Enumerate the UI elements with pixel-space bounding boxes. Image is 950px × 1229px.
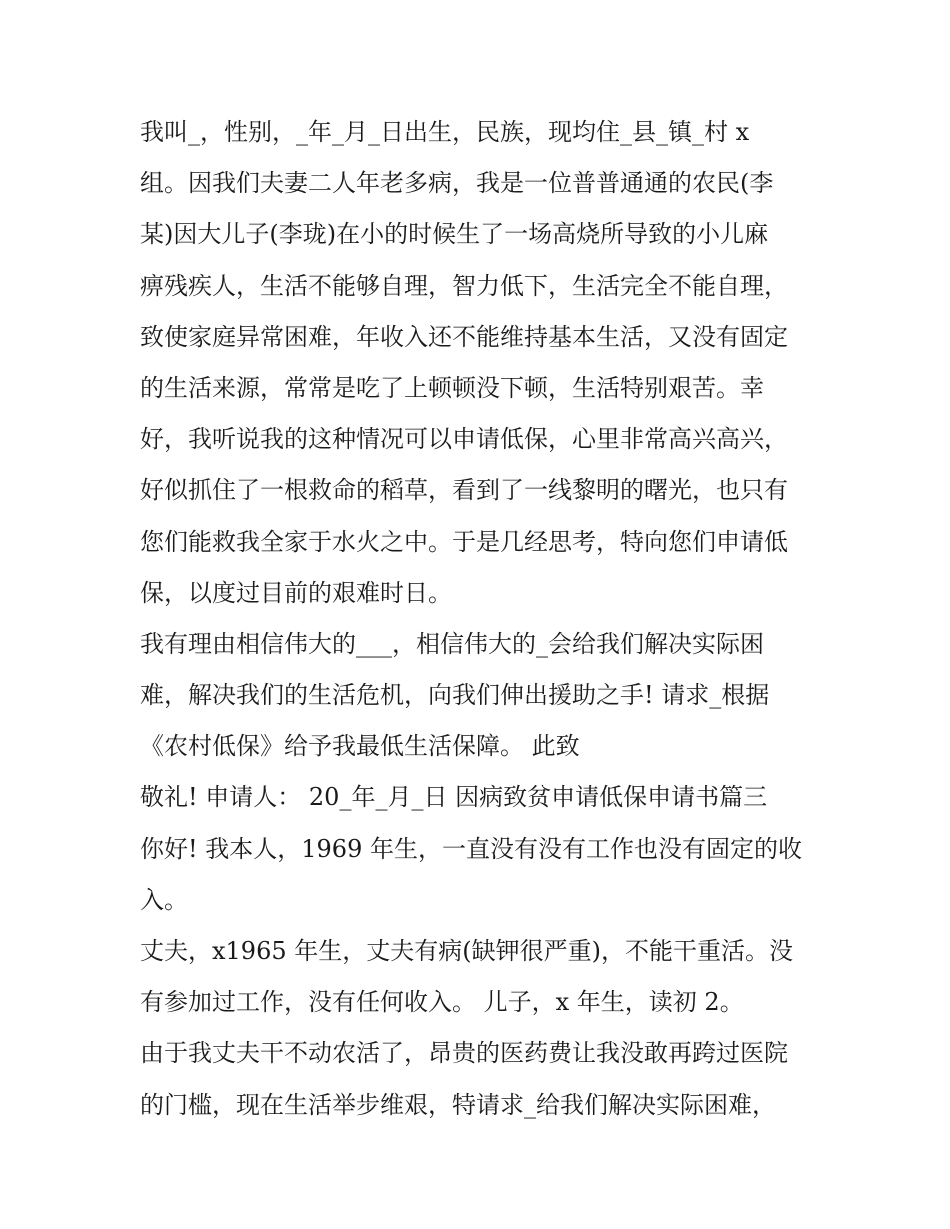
text-line: 有参加过工作，没有任何收入。 儿子，x 年生，读初 2。 [140, 988, 744, 1017]
text-line: 我叫_，性别，_年_月_日出生，民族，现均住_县_镇_村 x [140, 118, 750, 146]
text-line: 丈夫，x1965 年生，丈夫有病(缺钾很严重)，不能干重活。没 [140, 937, 793, 965]
text-line: 保，以度过目前的艰难时日。 [140, 578, 452, 607]
text-line: 我有理由相信伟大的___，相信伟大的_会给我们解决实际困 [140, 629, 764, 658]
text-line: 您们能救我全家于水火之中。于是几经思考，特向您们申请低 [140, 527, 788, 556]
text-line: 好似抓住了一根救命的稻草，看到了一线黎明的曙光，也只有 [140, 476, 788, 505]
document-body [140, 107, 820, 1131]
text-line: 入。 [140, 885, 188, 914]
text-line: 痹残疾人，生活不能够自理，智力低下，生活完全不能自理， [140, 271, 788, 300]
text-line: 难，解决我们的生活危机，向我们伸出援助之手! 请求_根据 [140, 681, 770, 710]
text-line: 《农村低保》给予我最低生活保障。 此致 [140, 732, 580, 761]
text-line: 的生活来源，常常是吃了上顿顿没下顿，生活特别艰苦。幸 [140, 373, 764, 402]
text-line: 某)因大儿子(李珑)在小的时候生了一场高烧所导致的小儿麻 [140, 220, 769, 249]
text-line: 组。因我们夫妻二人年老多病，我是一位普普通通的农民(李 [140, 169, 774, 198]
text-line: 致使家庭异常困难，年收入还不能维持基本生活，又没有固定 [140, 322, 788, 351]
text-line: 敬礼! 申请人： 20_年_月_日 因病致贫申请低保申请书篇三 [140, 783, 768, 812]
text-line: 由于我丈夫干不动农活了，昂贵的医药费让我没敢再跨过医院 [140, 1039, 788, 1068]
text-line: 好，我听说我的这种情况可以申请低保，心里非常高兴高兴， [140, 425, 788, 454]
text-line: 的门槛，现在生活举步维艰，特请求_给我们解决实际困难， [140, 1090, 776, 1119]
text-line: 你好! 我本人，1969 年生，一直没有没有工作也没有固定的收 [140, 834, 802, 863]
